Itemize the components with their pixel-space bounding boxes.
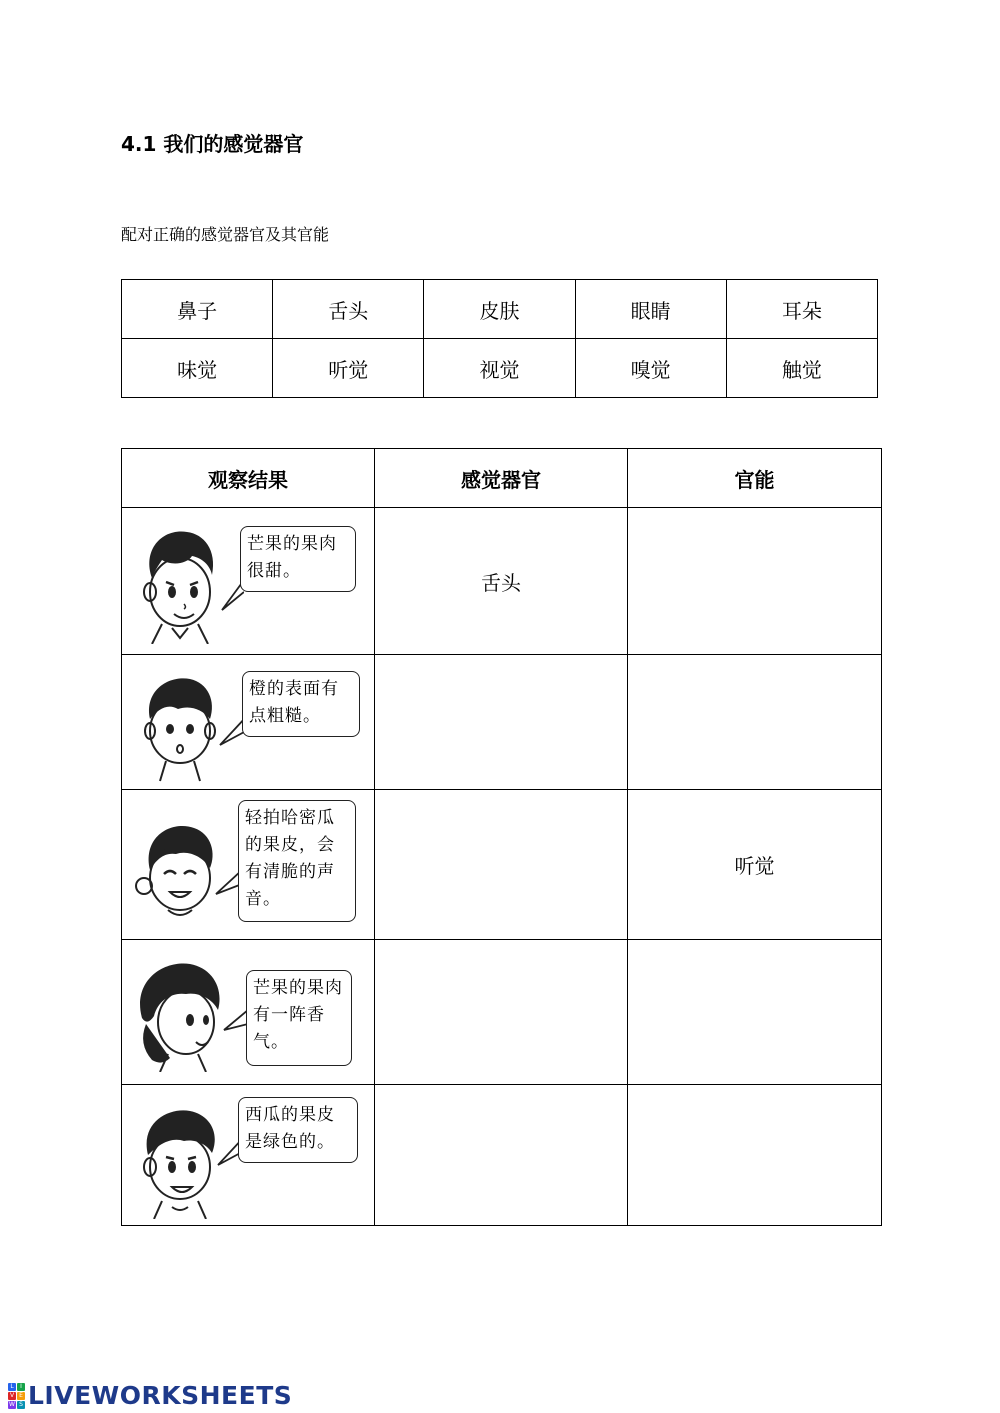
observation-cell	[122, 655, 375, 790]
girl-face-illustration	[132, 954, 232, 1072]
organ-answer-cell[interactable]	[375, 655, 628, 790]
page-title: 4.1 我们的感觉器官	[121, 132, 304, 156]
header-function: 官能	[628, 449, 882, 508]
header-observation: 观察结果	[122, 449, 375, 508]
speech-bubble: 轻拍哈密瓜的果皮，会有清脆的声音。	[238, 800, 356, 922]
word-bank-row-senses	[122, 339, 878, 398]
girl-face-illustration	[132, 816, 224, 928]
boy-face-illustration	[132, 520, 224, 644]
word-bank-cell: 耳朵	[726, 280, 877, 339]
answer-table-header	[122, 449, 882, 508]
boy-face-illustration	[132, 1103, 224, 1219]
function-answer-cell[interactable]	[628, 1085, 882, 1226]
organ-answer-cell[interactable]	[375, 940, 628, 1085]
liveworksheets-logo-icon: L I V E W S	[8, 1383, 25, 1409]
word-bank-cell: 皮肤	[424, 280, 575, 339]
function-answer-cell[interactable]	[628, 655, 882, 790]
word-bank-cell: 眼睛	[575, 280, 726, 339]
observation-cell	[122, 1085, 375, 1226]
word-bank-cell: 视觉	[424, 339, 575, 398]
boy-face-illustration	[132, 669, 224, 783]
word-bank-cell: 味觉	[122, 339, 273, 398]
organ-answer-cell[interactable]: 舌头	[375, 508, 628, 655]
function-answer-cell[interactable]	[628, 508, 882, 655]
table-row	[122, 940, 882, 1085]
table-row	[122, 790, 882, 940]
observation-cell	[122, 790, 375, 940]
speech-bubble: 芒果的果肉很甜。	[240, 526, 356, 592]
word-bank-table	[121, 279, 878, 398]
organ-answer-cell[interactable]	[375, 1085, 628, 1226]
organ-answer-cell[interactable]	[375, 790, 628, 940]
table-row	[122, 508, 882, 655]
brand-name: LIVEWORKSHEETS	[28, 1381, 293, 1410]
function-answer-cell[interactable]	[628, 940, 882, 1085]
word-bank-row-organs	[122, 280, 878, 339]
word-bank-cell: 嗅觉	[575, 339, 726, 398]
speech-bubble: 芒果的果肉有一阵香气。	[246, 970, 352, 1066]
word-bank-cell: 鼻子	[122, 280, 273, 339]
speech-bubble: 西瓜的果皮是绿色的。	[238, 1097, 358, 1163]
observation-cell	[122, 508, 375, 655]
table-row	[122, 1085, 882, 1226]
answer-table	[121, 448, 882, 1226]
word-bank-cell: 触觉	[726, 339, 877, 398]
word-bank-cell: 听觉	[273, 339, 424, 398]
function-answer-cell[interactable]: 听觉	[628, 790, 882, 940]
word-bank-cell: 舌头	[273, 280, 424, 339]
footer-brand	[8, 1381, 292, 1410]
observation-cell	[122, 940, 375, 1085]
header-organ: 感觉器官	[375, 449, 628, 508]
table-row	[122, 655, 882, 790]
speech-bubble: 橙的表面有点粗糙。	[242, 671, 360, 737]
instruction-text: 配对正确的感觉器官及其官能	[121, 225, 330, 244]
